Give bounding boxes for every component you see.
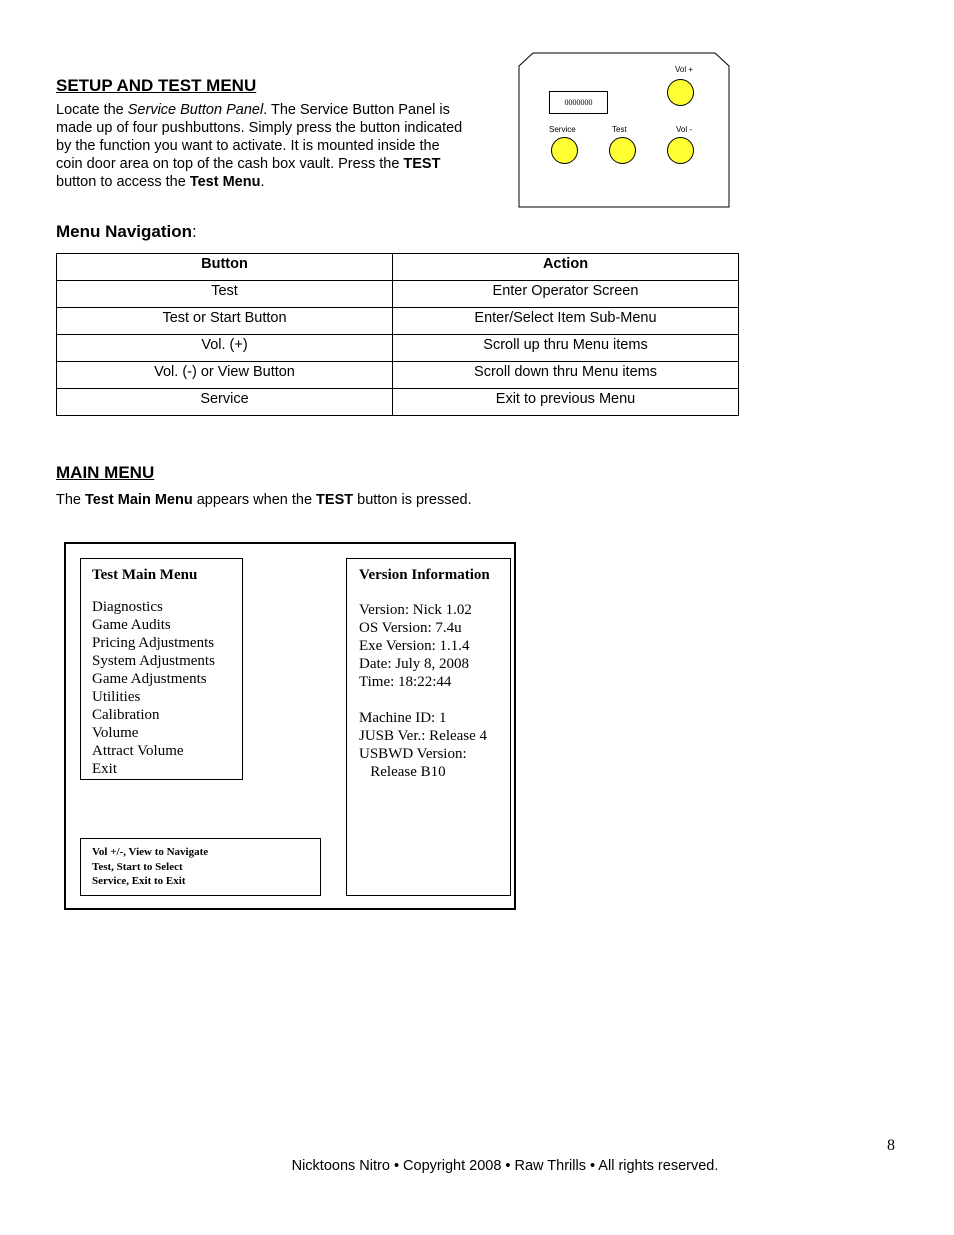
table-row — [57, 281, 739, 308]
list-item: Calibration — [92, 707, 160, 723]
version-line: Date: July 8, 2008 — [359, 656, 469, 672]
list-item: Exit — [92, 761, 117, 777]
list-item: Diagnostics — [92, 599, 163, 615]
table-row — [57, 335, 739, 362]
setup-paragraph: Locate the Service Button Panel. The Service Button Panel is made up of four pushbuttons. Simply press the button indicated by the function you want to activate. It is mounted inside the coin door area on top of the cash box vault. Press the TEST button to access the Test Menu. — [56, 102, 463, 190]
table-header-row — [57, 254, 739, 281]
list-item: Utilities — [92, 689, 141, 705]
list-item: System Adjustments — [92, 653, 215, 669]
menu-navigation-table — [56, 253, 739, 416]
version-line: Exe Version: 1.1.4 — [359, 638, 470, 654]
navigation-help-box — [80, 838, 321, 896]
table-cell-action: Enter Operator Screen — [393, 281, 739, 308]
vol-plus-label: Vol + — [675, 65, 694, 74]
list-item: Volume — [92, 725, 139, 741]
table-row — [57, 362, 739, 389]
vol-minus-label: Vol - — [676, 125, 693, 134]
test-main-menu-box — [80, 558, 243, 780]
help-line: Test, Start to Select — [92, 860, 183, 873]
service-button-panel-diagram — [518, 52, 730, 208]
table-cell-action: Exit to previous Menu — [393, 389, 739, 416]
table-header-action: Action — [393, 254, 739, 281]
help-line: Vol +/-, View to Navigate — [92, 846, 209, 858]
machine-line: Machine ID: 1 — [359, 710, 447, 726]
version-line: Time: 18:22:44 — [359, 674, 452, 690]
table-row — [57, 389, 739, 416]
table-cell-action: Scroll up thru Menu items — [393, 335, 739, 362]
test-button-icon — [609, 137, 636, 164]
table-cell-action: Enter/Select Item Sub-Menu — [393, 308, 739, 335]
list-item: Game Adjustments — [92, 671, 207, 687]
table-cell-action: Scroll down thru Menu items — [393, 362, 739, 389]
coin-counter: 0000000 — [549, 91, 608, 114]
list-item: Game Audits — [92, 617, 171, 633]
table-cell-button: Test or Start Button — [57, 308, 393, 335]
table-header-button: Button — [57, 254, 393, 281]
list-item: Pricing Adjustments — [92, 635, 215, 651]
test-main-menu-screen — [64, 542, 516, 910]
list-item: Attract Volume — [92, 743, 184, 759]
table-cell-button: Vol. (+) — [57, 335, 393, 362]
machine-line: Release B10 — [359, 764, 446, 780]
menu-title: Test Main Menu — [92, 567, 198, 583]
footer-copyright: Nicktoons Nitro • Copyright 2008 • Raw Thrills • All rights reserved. — [291, 1158, 719, 1174]
version-line: OS Version: 7.4u — [359, 620, 462, 636]
test-label: Test — [612, 125, 627, 134]
setup-heading: SETUP AND TEST MENU — [56, 76, 257, 95]
version-title: Version Information — [359, 567, 490, 583]
version-information-box — [346, 558, 511, 896]
service-label: Service — [549, 125, 576, 134]
main-menu-heading: MAIN MENU — [56, 463, 155, 482]
table-cell-button: Service — [57, 389, 393, 416]
table-cell-button: Vol. (-) or View Button — [57, 362, 393, 389]
machine-line: USBWD Version: — [359, 746, 467, 762]
service-button-icon — [551, 137, 578, 164]
menu-navigation-heading: Menu Navigation: — [56, 222, 197, 241]
table-cell-button: Test — [57, 281, 393, 308]
vol-minus-button-icon — [667, 137, 694, 164]
help-line: Service, Exit to Exit — [92, 875, 186, 887]
page-number: 8 — [887, 1137, 895, 1154]
vol-plus-button-icon — [667, 79, 694, 106]
main-menu-intro: The Test Main Menu appears when the TEST button is pressed. — [56, 492, 472, 508]
version-line: Version: Nick 1.02 — [359, 602, 472, 618]
table-row — [57, 308, 739, 335]
machine-line: JUSB Ver.: Release 4 — [359, 728, 488, 744]
